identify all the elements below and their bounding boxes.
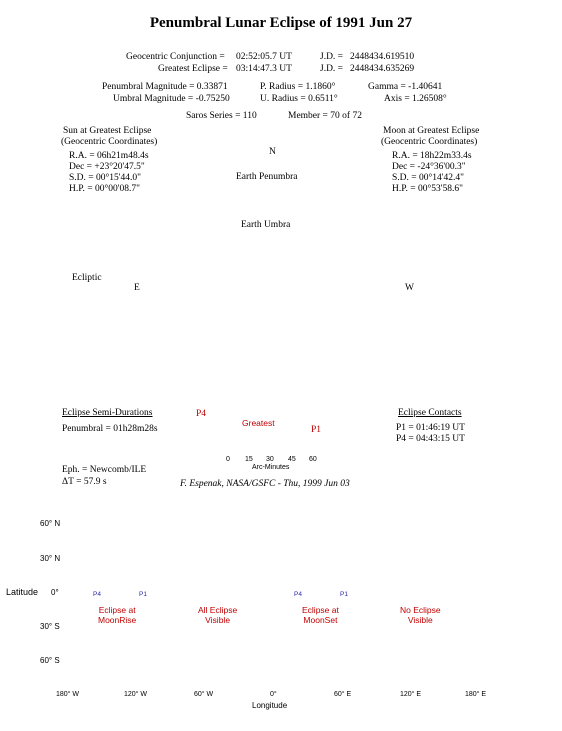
contacts-heading: Eclipse Contacts: [398, 408, 462, 418]
lat-tick-60n: 60° N: [40, 519, 61, 528]
earth-penumbra: [172, 182, 374, 384]
greatest-eclipse-jd: 2448434.635269: [350, 64, 415, 74]
region-none-line1: No Eclipse: [400, 605, 441, 615]
lon-tick-120w: 120° W: [124, 691, 148, 698]
penumbral-magnitude: Penumbral Magnitude = 0.33871: [102, 82, 228, 92]
world-map: [63, 510, 480, 685]
scale-tick-45: 45: [288, 456, 296, 463]
delta-t: ΔT = 57.9 s: [62, 477, 107, 487]
ephemeris: Eph. = Newcomb/ILE: [62, 465, 147, 475]
region-moonrise-shade: [68, 510, 140, 680]
longitude-title: Longitude: [252, 701, 288, 710]
region-none: [400, 605, 441, 625]
region-moonset-shade: [268, 510, 380, 680]
moon-p1: [294, 378, 336, 420]
sun-hp: H.P. = 00°00'08.7": [69, 184, 140, 194]
lat-tick-30s: 30° S: [40, 622, 60, 631]
umbra-label: Earth Umbra: [241, 220, 291, 230]
latitude-title: Latitude: [6, 587, 39, 597]
contact-p4: P4 = 04:43:15 UT: [396, 434, 465, 444]
lat-tick-30n: 30° N: [40, 554, 61, 563]
region-moonrise-line1: Eclipse at: [98, 605, 136, 615]
earth-umbra: [217, 231, 329, 343]
moon-ra: R.A. = 18h22m33.4s: [392, 151, 472, 161]
lon-tick-180w: 180° W: [56, 691, 80, 698]
curve-label-p4-left: P4: [93, 591, 101, 598]
axis: Axis = 1.26508°: [384, 94, 447, 104]
moon-sd: S.D. = 00°14'42.4": [392, 173, 465, 183]
region-none-line2: Visible: [407, 615, 433, 625]
umbral-radius: U. Radius = 0.6511°: [260, 94, 338, 104]
greatest-eclipse-label: Greatest Eclipse =: [158, 64, 228, 74]
moon-p4: [181, 364, 223, 406]
region-no-eclipse-shade: [330, 510, 480, 680]
lon-tick-60w: 60° W: [194, 691, 214, 698]
curve-label-p4-right: P4: [294, 591, 302, 598]
moon-dec: Dec = -24°36'00.3": [392, 162, 466, 172]
moon-subheading: (Geocentric Coordinates): [381, 137, 478, 147]
region-all-visible: [198, 605, 237, 625]
gamma: Gamma = -1.40641: [368, 82, 443, 92]
p4-label: P4: [196, 409, 207, 419]
conjunction-label: Geocentric Conjunction =: [126, 52, 225, 62]
semi-durations-heading: Eclipse Semi-Durations: [62, 408, 153, 418]
contact-p1: P1 = 01:46:19 UT: [396, 423, 465, 433]
sun-subheading: (Geocentric Coordinates): [61, 137, 158, 147]
curve-label-p1-left: P1: [139, 591, 147, 598]
region-moonset-line2: MoonSet: [303, 615, 338, 625]
credit: F. Espenak, NASA/GSFC - Thu, 1999 Jun 03: [180, 479, 350, 489]
lon-tick-120e: 120° E: [400, 691, 422, 698]
lon-tick-60e: 60° E: [334, 691, 352, 698]
umbral-magnitude: Umbral Magnitude = -0.75250: [113, 94, 230, 104]
region-moonset-line1: Eclipse at: [302, 605, 339, 615]
moon-greatest: [238, 371, 280, 413]
saros-series: Saros Series = 110: [186, 111, 257, 121]
penumbral-duration: Penumbral = 01h28m28s: [62, 424, 158, 434]
region-all-visible-line2: Visible: [205, 615, 231, 625]
arrow-left-head: [134, 374, 145, 382]
penumbral-radius: P. Radius = 1.1860°: [260, 82, 336, 92]
east-label: E: [134, 283, 140, 293]
sun-ra: R.A. = 06h21m48.4s: [69, 151, 149, 161]
greatest-eclipse-time: 03:14:47.3 UT: [236, 64, 292, 74]
arrow-left-shaft: [140, 378, 176, 382]
scale-tick-30: 30: [266, 456, 274, 463]
region-moonrise: [98, 605, 136, 625]
sun-heading: Sun at Greatest Eclipse: [63, 126, 152, 136]
ecliptic-line: [148, 286, 398, 288]
lat-tick-60s: 60° S: [40, 656, 60, 665]
arrow-right-shaft: [348, 404, 384, 411]
scale-tick-15: 15: [245, 456, 253, 463]
ecliptic-right-dash: [418, 289, 440, 293]
lon-tick-180e: 180° E: [465, 691, 487, 698]
greatest-eclipse-jd-label: J.D. =: [320, 64, 344, 74]
conjunction-jd-label: J.D. =: [320, 52, 344, 62]
region-all-visible-line1: All Eclipse: [198, 605, 238, 615]
moon-heading: Moon at Greatest Eclipse: [383, 126, 480, 136]
region-moonset: [302, 605, 339, 625]
earth-umbra-texture: [217, 231, 329, 343]
lat-tick-0: 0°: [51, 588, 59, 597]
page-title: Penumbral Lunar Eclipse of 1991 Jun 27: [149, 15, 413, 31]
conjunction-time: 02:52:05.7 UT: [236, 52, 292, 62]
north-label: N: [269, 147, 276, 157]
p1-label: P1: [311, 425, 322, 435]
ecliptic-label: Ecliptic: [72, 273, 102, 283]
penumbra-label: Earth Penumbra: [236, 172, 298, 182]
scale-label: Arc-Minutes: [252, 464, 290, 471]
west-label: W: [405, 283, 414, 293]
conjunction-jd: 2448434.619510: [350, 52, 415, 62]
arrow-right-head: [341, 400, 352, 408]
region-moonrise-line2: MoonRise: [98, 615, 137, 625]
scale-tick-0: 0: [226, 456, 230, 463]
lon-tick-0: 0°: [270, 691, 277, 698]
moon-hp: H.P. = 00°53'58.6": [392, 184, 463, 194]
sun-dec: Dec = +23°20'47.5": [69, 162, 145, 172]
ecliptic-left-dash: [74, 283, 130, 292]
curve-label-p1-right: P1: [340, 591, 348, 598]
scale-tick-60: 60: [309, 456, 317, 463]
greatest-label: Greatest: [242, 418, 275, 428]
saros-member: Member = 70 of 72: [288, 111, 362, 121]
sun-sd: S.D. = 00°15'44.0": [69, 173, 142, 183]
